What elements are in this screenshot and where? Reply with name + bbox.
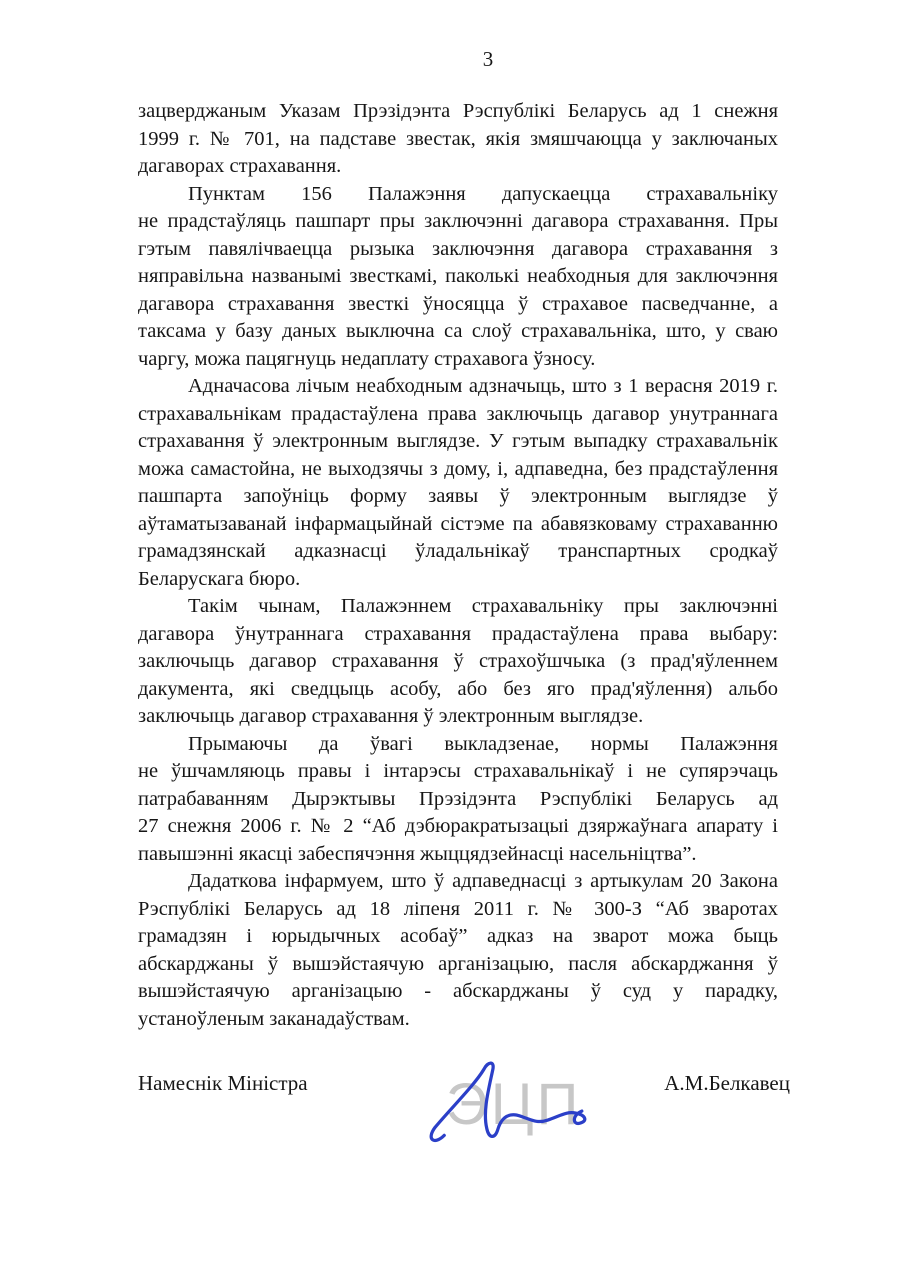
text-line: Адначасова лічым неабходным адзначыць, што з 1 верасня 2019 г.: [188, 375, 778, 397]
text-line: вышэйстаячую арганізацыю - абскарджаны ў суд у парадку,: [138, 980, 778, 1002]
text-line: можа самастойна, не выходзячы з дому, і, адпаведна, без прадстаўлення: [138, 457, 778, 480]
text-line: устаноўленым заканадаўствам.: [138, 1007, 410, 1030]
text-line: чаргу, можа пацягнуць недаплату страхавога ўзносу.: [138, 347, 596, 370]
text-line: дагавора ўнутраннага страхавання прадастаўлена права выбару:: [138, 622, 778, 645]
text-line: страхавальнікам прадастаўлена права заключыць дагавор унутраннага: [138, 402, 778, 425]
signature-stroke: [431, 1063, 585, 1140]
text-line: грамадзянскай адказнасці ўладальнікаў транспартных сродкаў: [138, 540, 778, 562]
signer-title: Намеснік Міністра: [138, 1071, 308, 1095]
paragraph: [138, 373, 778, 593]
text-line: заключыць дагавор страхавання ў электронным выглядзе.: [138, 705, 644, 727]
text-line: зацверджаным Указам Прэзідэнта Рэспублікі Беларусь ад 1 снежня: [138, 100, 778, 122]
text-line: абскарджаны ў вышэйстаячую арганізацыю, пасля абскарджання ў: [138, 952, 778, 975]
paragraph: [138, 181, 778, 374]
text-line: патрабаванням Дырэктывы Прэзідэнта Рэспублікі Беларусь ад: [138, 787, 778, 810]
page-number: 3: [482, 47, 494, 71]
text-line: дагаворах страхавання.: [138, 155, 342, 177]
text-line: Рэспублікі Беларусь ад 18 ліпеня 2011 г. № 300-З “Аб зваротах: [138, 897, 778, 920]
text-line: Пунктам 156 Палажэння дапускаецца страхавальніку: [188, 182, 778, 205]
letter-body: [138, 98, 778, 1033]
text-line: Дадаткова інфармуем, што ў адпаведнасці з артыкулам 20 Закона: [188, 870, 778, 892]
paragraph: [138, 868, 778, 1033]
text-line: гэтым павялічваецца рызыка заключэння дагавора страхавання з: [138, 237, 778, 260]
text-line: не прадстаўляць пашпарт пры заключэнні дагавора страхавання. Пры: [138, 210, 778, 232]
signer-name: А.М.Белкавец: [664, 1071, 790, 1095]
text-line: павышэнні якасці забеспячэння жыццядзейнасці насельніцтва”.: [138, 842, 697, 865]
text-line: Прымаючы да ўвагі выкладзенае, нормы Палажэння: [188, 732, 778, 755]
text-line: 1999 г. № 701, на падставе звестак, якія змяшчаюцца у заключаных: [138, 127, 778, 150]
text-line: дагавора страхавання звесткі ўносяцца ў страхавое пасведчанне, а: [138, 292, 778, 315]
text-line: таксама у базу даных выключна са слоў страхавальніка, што, у сваю: [138, 320, 778, 342]
paragraph: [138, 593, 778, 731]
text-line: Беларускага бюро.: [138, 567, 301, 590]
text-line: страхавання ў электронным выглядзе. У гэтым выпадку страхавальнік: [138, 430, 778, 452]
text-line: аўтаматызаванай інфармацыйнай сістэме па абавязковаму страхаванню: [138, 512, 778, 535]
text-line: няправільна названымі звесткамі, паколькі неабходныя для заключэння: [138, 265, 778, 287]
paragraph: [138, 731, 778, 869]
paragraph: [138, 98, 778, 181]
text-line: 27 снежня 2006 г. № 2 “Аб дэбюракратызацыі дзяржаўнага апарату і: [138, 815, 778, 837]
text-line: заключыць дагавор страхавання ў страхоўшчыка (з прад'яўленнем: [138, 650, 778, 672]
text-line: дакумента, які сведцыць асобу, або без яго прад'яўлення) альбо: [138, 677, 778, 700]
text-line: не ўшчамляюць правы і інтарэсы страхавальнікаў і не супярэчаць: [138, 760, 778, 782]
handwritten-signature-icon: [424, 1058, 596, 1148]
digital-signature-stamp: ЭЦП: [446, 1072, 582, 1137]
text-line: грамадзян і юрыдычных асобаў” адказ на зварот можа быць: [138, 925, 778, 947]
text-line: Такім чынам, Палажэннем страхавальніку пры заключэнні: [188, 595, 778, 617]
text-line: пашпарта запоўніць форму заявы ў электронным выглядзе ў: [138, 485, 778, 507]
